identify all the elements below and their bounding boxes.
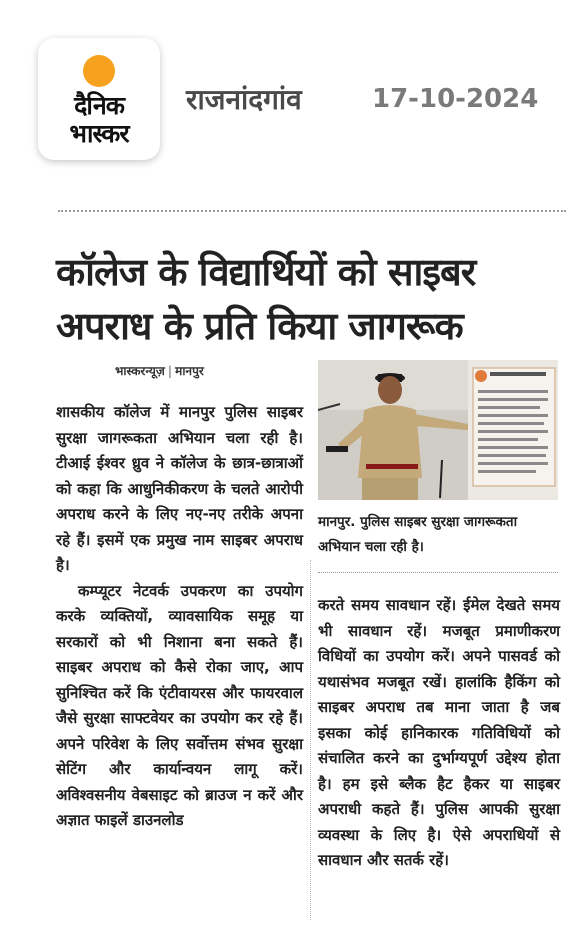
headline-line-1: कॉलेज के विद्यार्थियों को साइबर [56,250,476,294]
sun-icon [83,55,115,87]
byline-source: भास्करन्यूज़ [115,364,165,378]
logo-line-2: भास्कर [69,119,129,148]
column-divider [310,560,311,920]
byline-place: मानपुर [175,364,204,378]
byline-separator: | [167,364,173,378]
photo-caption: मानपुर. पुलिस साइबर सुरक्षा जागरूकता अभियान चला रही है। [318,514,518,555]
caption-divider [318,572,558,573]
headline-line-2: अपराध के प्रति किया जागरूक [56,304,463,348]
paragraph: करते समय सावधान रहें। ईमेल देखते समय भी सावधान रहें। मजबूत प्रमाणीकरण विधियों का उपयोग करें। अपने पासवर्ड को यथासंभव मजबूत रखें। हालांकि हैकिंग को साइबर अपराध तब माना जाता है जब इसका कोई हानिकारक गतिविधियों को संचालित करने का दुर्भाग्यपूर्ण उद्देश्य होता है। हम इसे ब्लैक हैट हैकर या साइबर अपराधी कहते हैं। पुलिस आपकी सुरक्षा व्यवस्था के लिए है। ऐसे अपराधियों से सावधान और सतर्क रहें। [318,596,560,869]
police-officer-photo [318,360,558,500]
article-column-left [56,400,303,834]
article-column-right [318,593,560,874]
news-photo [318,360,558,500]
paragraph: कम्प्यूटर नेटवर्क उपकरण का उपयोग करके व्यक्तियों, व्यावसायिक समूह या सरकारों को भी निशाना बना सकते हैं। साइबर अपराध को कैसे रोका जाए, आप सुनिश्चित करें कि एंटीवायरस और फायरवाल जैसे सुरक्षा साफ्टवेयर का उपयोग कर रहे हैं। अपने परिवेश के लिए सर्वोत्तम संभव सुरक्षा सेटिंग और कार्यान्वयन लागू करें। अविश्वसनीय वेबसाइट को ब्राउज न करें और अज्ञात फाइलें डाउनलोड [56,581,303,829]
edition-city: राजनांदगांव [186,83,302,116]
edition-date: 17-10-2024 [372,84,539,114]
paragraph: शासकीय कॉलेज में मानपुर पुलिस साइबर सुरक्षा जागरूकता अभियान चला रही है। टीआई ईश्वर ध्रुव ने कॉलेज के छात्र-छात्राओं को कहा कि आधुनिकीकरण के चलते आरोपी अपराध करने के लिए नए-नए तरीके अपना रहे हैं। इसमें एक प्रमुख नाम साइबर अपराध है। [56,403,303,574]
byline [115,362,204,379]
header-divider [58,210,566,212]
headline [56,245,561,353]
dainik-bhaskar-logo [38,38,160,160]
logo-line-1: दैनिक [74,91,124,120]
